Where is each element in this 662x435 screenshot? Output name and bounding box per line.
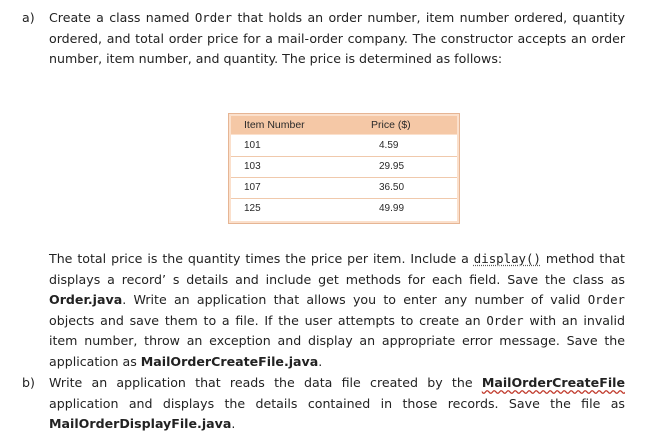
cell-item-number: 125 (244, 203, 261, 214)
cell-price: 36.50 (379, 182, 405, 193)
intro-text-2: that holds an order number, item number ordered, quantity ordered, and total order price for a mail-order company. The constructor accepts an order number, item number, and quantity. The price is determined as follows: (49, 10, 625, 67)
table-row (231, 177, 457, 199)
display-method: display() (473, 251, 541, 266)
intro-text-1: Create a class named (49, 10, 195, 25)
cell-item-number: 107 (244, 182, 261, 193)
body-text-4: objects and save them to a file. If the user attempts to create an (49, 312, 487, 328)
body-text-6: . (318, 353, 323, 369)
create-file-name: MailOrderCreateFile (481, 375, 625, 390)
order-keyword: Order (486, 312, 524, 328)
class-name-order: Order (194, 10, 233, 25)
part-b-text-2: application and displays the details contained in those records. Save the file as (49, 395, 625, 411)
order-java-filename: Order.java (49, 292, 123, 308)
cell-price: 4.59 (379, 140, 399, 151)
part-a-body (49, 249, 625, 373)
part-b-marker: b) (22, 375, 35, 390)
cell-price: 29.95 (379, 161, 405, 172)
header-item-number: Item Number (244, 119, 305, 131)
cell-price: 49.99 (379, 203, 405, 214)
header-price: Price ($) (371, 119, 411, 131)
part-b-text-3: . (231, 416, 236, 432)
create-file-filename: MailOrderCreateFile.java (140, 353, 319, 369)
table-row (231, 135, 457, 157)
price-table (228, 113, 460, 224)
cell-item-number: 101 (244, 140, 261, 151)
body-text-1: The total price is the quantity times the price per item. Include a (49, 251, 474, 266)
cell-item-number: 103 (244, 161, 261, 172)
price-table-header (231, 116, 457, 134)
body-text-2: method that displays a record’ s details and include get methods for each field. Save the class as (49, 251, 625, 287)
display-file-filename: MailOrderDisplayFile.java (49, 416, 232, 432)
table-row (231, 156, 457, 178)
price-table-body (231, 135, 457, 221)
part-b-text-1: Write an application that reads the data file created by the (49, 375, 482, 390)
part-a-intro (49, 8, 625, 70)
body-text-3: . Write an application that allows you to enter any number of valid (122, 292, 588, 308)
body-text-5: with an invalid item number, throw an exception and display an appropriate error message. Save the application as (49, 312, 625, 369)
table-row (231, 198, 457, 219)
order-keyword: Order (587, 292, 625, 308)
part-a-marker: a) (22, 10, 35, 25)
part-b-text (49, 373, 625, 435)
